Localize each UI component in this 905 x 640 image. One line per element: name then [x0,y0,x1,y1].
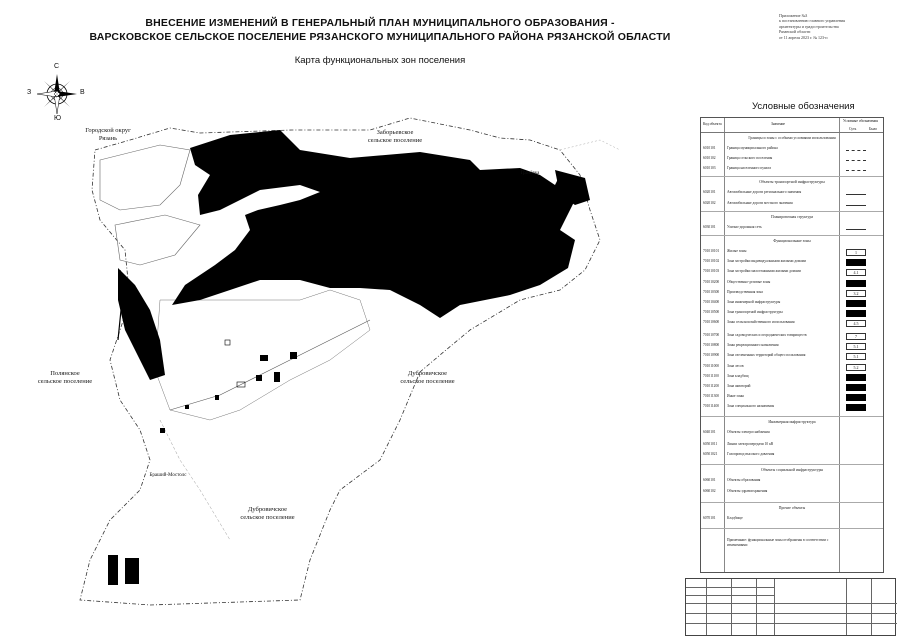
legend-col-was: Было [869,127,878,131]
legend-separator [701,235,883,236]
legend-title: Условные обозначения [752,101,855,112]
stamp-line [686,587,774,588]
legend-symbol: 7 [846,333,866,340]
legend-section: Инженерная инфраструктура [768,420,816,424]
legend-desc: Производственная зона [727,290,763,294]
legend-symbol [846,404,866,411]
legend-code: 701010400 [703,300,720,304]
legend-code: 701010103 [703,269,720,273]
building [290,352,297,359]
legend-symbol: 4.1 [846,269,866,276]
legend-panel [700,117,884,573]
legend-code: 6030101 [703,225,716,229]
road [160,420,230,540]
stamp-line [686,623,897,624]
building [215,395,219,400]
place-label-polyanskoe: Полянское сельское поселение [37,370,93,385]
forest-zone [118,268,165,380]
legend-desc: Зона застройки малоэтажными жилыми домами [727,269,801,273]
compass-south-label: Ю [54,115,62,122]
legend-desc: Зона лесов [727,364,744,368]
legend-separator [701,416,883,417]
legend-col-code: Код объекта [703,122,722,126]
title-block [685,578,896,636]
legend-desc: Зона инженерной инфраструктуры [727,300,781,304]
map-title-line-2: ВАРСКОВСКОЕ СЕЛЬСКОЕ ПОСЕЛЕНИЕ РЯЗАНСКОГО МУНИЦИПАЛЬНОГО РАЙОНА РЯЗАНСКОЙ ОБЛАСТИ [89,31,671,43]
legend-symbol [846,150,866,151]
legend-symbol [846,229,866,230]
place-label-village: Браший-Мостолс [149,473,187,478]
legend-code: 6010102 [703,156,716,160]
building [274,372,280,382]
legend-header [701,118,883,133]
legend-symbol: 3.2 [846,290,866,297]
legend-code: 701011100 [703,374,719,378]
zone-outline [100,145,190,210]
legend-desc: Зона озелененных территорий общего пользования [727,353,806,357]
place-label-settlement: Грачёвка [520,171,540,176]
legend-separator [701,528,883,529]
place-label-dubrovichskoe-east: Дубровичское сельское поселение [400,370,455,385]
stamp-line [846,579,847,635]
legend-code: 701010700 [703,333,720,337]
map-subtitle: Карта функциональных зон поселения [294,55,466,66]
building [125,558,139,584]
building [225,340,230,345]
building [160,428,165,433]
legend-separator [701,176,883,177]
legend-section: Объекты социальной инфраструктуры [760,468,824,472]
legend-code: 701011400 [703,404,720,408]
place-label-dubrovichskoe-south: Дубровичское сельское поселение [240,506,295,521]
place-label-zaborevskoe: Заборьевское сельское поселение [367,129,423,144]
building [256,375,262,381]
zone-outline [115,215,200,265]
legend-code: 60501011 [703,442,718,446]
legend-symbol [846,310,866,317]
legend-desc: Линии электропередачи 10 кВ [727,442,774,446]
stamp-line [871,579,872,635]
legend-code: 6020102 [703,201,716,205]
legend-desc: Общественно-деловые зоны [727,280,771,284]
legend-desc: Жилые зоны [727,249,747,253]
legend-code: 701010500 [703,310,720,314]
legend-desc: Граница сельского поселения [727,156,773,160]
legend-symbol [846,280,866,287]
legend-section: Объекты транспортной инфраструктуры [759,180,825,184]
legend-code: 701011000 [703,364,720,368]
legend-section: Планировочная структура [770,215,814,219]
legend-code: 60501021 [703,452,718,456]
legend-symbol: 5.2 [846,364,866,371]
legend-desc: Зона специального назначения [727,404,775,408]
legend-symbol [846,300,866,307]
legend-col-symbols: Условные обозначения [843,119,878,123]
legend-desc: Примечание: функциональные зоны отображены в соответствии с изменениями [727,538,829,547]
compass-east-label: В [80,89,85,96]
legend-code: 701010200 [703,280,720,284]
map-title-line-1: ВНЕСЕНИЕ ИЗМЕНЕНИЙ В ГЕНЕРАЛЬНЫЙ ПЛАН МУНИЦИПАЛЬНОГО ОБРАЗОВАНИЯ - [145,17,615,29]
legend-col-now: Суть [849,127,857,131]
legend-symbol [846,374,866,381]
stamp-line [686,595,774,596]
legend-code: 701010600 [703,320,720,324]
legend-code: 6040101 [703,430,716,434]
legend-symbol [846,384,866,391]
legend-section: Функциональные зоны [773,239,811,243]
legend-code: 701010102 [703,259,720,263]
stamp-line [686,603,897,604]
approval-line: Рязанской области [779,29,811,35]
legend-symbol: 4.5 [846,320,866,327]
legend-desc: Газопровод высокого давления [727,452,775,456]
legend-desc: Зоны сельскохозяйственного использования [727,320,795,324]
stamp-line [686,613,897,614]
legend-desc: Граница муниципального района [727,146,778,150]
legend-desc: Кладбище [727,516,743,520]
approval-line: к постановлению главного управления [779,18,845,24]
legend-section: Границы и зоны с особыми условиями использования [748,136,836,140]
building [185,405,189,409]
legend-desc: Граница населенного пункта [727,166,771,170]
legend-code: 701011200 [703,384,720,388]
legend-code: 701011300 [703,394,720,398]
legend-code: 701010300 [703,290,720,294]
approval-line: архитектуры и градостроительства [779,23,839,29]
stamp-line [774,579,775,635]
building [108,555,118,585]
legend-desc: Зона застройки индивидуальными жилыми домами [727,259,806,263]
legend-symbol [846,205,866,206]
legend-code: 6070101 [703,516,716,520]
legend-symbol: 5.1 [846,343,866,350]
legend-code: 701010101 [703,249,720,253]
approval-line: Приложение №3 [779,13,808,18]
compass-north-label: С [54,63,60,70]
legend-symbol [846,170,866,171]
road [170,320,370,410]
legend-desc: Зона кладбищ [727,374,749,378]
legend-code: 701010800 [703,343,720,347]
legend-desc: Зона транспортной инфраструктуры [727,310,783,314]
legend-code: 6010101 [703,146,716,150]
legend-desc: Зоны рекреационного назначения [727,343,779,347]
boundary-line [560,140,620,150]
legend-divider [839,118,840,572]
legend-symbol [846,394,866,401]
legend-desc: Объекты электроснабжения [727,430,770,434]
legend-code: 6010103 [703,166,716,170]
legend-separator [701,464,883,465]
legend-desc: Улично-дорожная сеть [727,225,762,229]
legend-desc: Объекты здравоохранения [727,489,768,493]
legend-desc: Автомобильные дороги регионального значения [727,190,802,194]
legend-symbol [846,259,866,266]
legend-divider [724,118,725,572]
legend-symbol: 5.1 [846,353,866,360]
legend-code: 6060102 [703,489,716,493]
legend-desc: Автомобильные дороги местного значения [727,201,793,205]
compass-west-label: З [27,89,32,96]
legend-code: 701010900 [703,353,720,357]
legend-symbol: 1 [846,249,866,256]
legend-desc: Объекты образования [727,478,761,482]
legend-section: Прочие объекты [778,506,806,510]
legend-desc: Зона садоводческих и огороднических товариществ [727,333,807,337]
legend-separator [701,502,883,503]
approval-line: от 11 апреля 2023 г. № 123-п [779,34,828,40]
building [260,355,268,361]
legend-desc: Иные зоны [727,394,744,398]
legend-code: 6020101 [703,190,716,194]
legend-code: 6060101 [703,478,716,482]
place-label-ryazan: Городской округ Рязань [85,127,131,142]
legend-desc: Зона акваторий [727,384,751,388]
legend-separator [701,211,883,212]
forest-zone [172,130,580,318]
legend-symbol [846,160,866,161]
legend-symbol [846,194,866,195]
legend-col-meaning: Значение [771,122,786,126]
